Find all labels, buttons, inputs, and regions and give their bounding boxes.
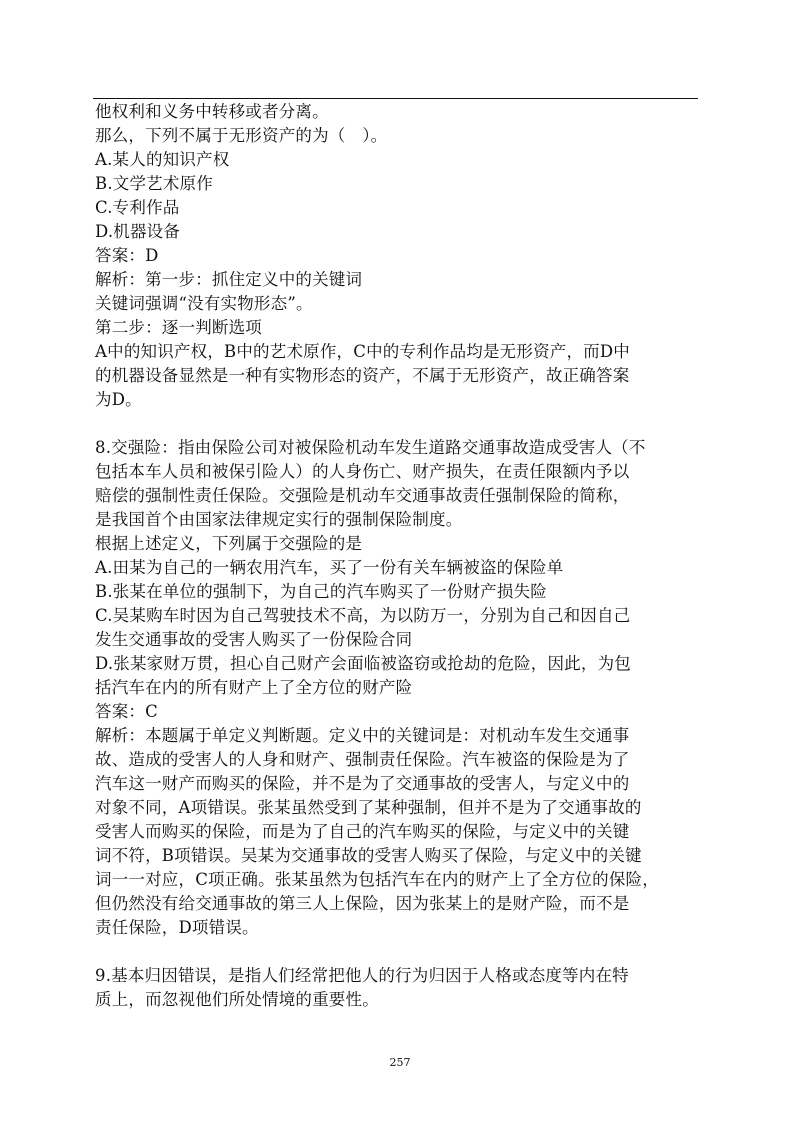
text-line: C.专利作品 <box>95 198 180 217</box>
text-line: 答案：C <box>95 702 158 721</box>
text-line: D.张某家财万贯，担心自己财产会面临被盗窃或抢劫的危险，因此，为包 <box>95 654 631 673</box>
text-line: 责任保险，D项错误。 <box>95 918 259 937</box>
text-line: 他权利和义务中转移或者分离。 <box>95 102 329 121</box>
text-line: C.吴某购车时因为自己驾驶技术不高，为以防万一，分别为自己和因自己 <box>95 606 631 625</box>
text-line: 答案：D <box>95 246 159 265</box>
text-line: 9.基本归因错误，是指人们经常把他人的行为归因于人格或态度等内在特 <box>95 966 629 985</box>
text-line: 但仍然没有给交通事故的第三人上保险，因为张某上的是财产险，而不是 <box>95 894 630 913</box>
text-line: 受害人而购买的保险，而是为了自己的汽车购买的保险，与定义中的关键 <box>95 822 630 841</box>
page-number: 257 <box>389 1056 411 1069</box>
text-line: 质上，而忽视他们所处情境的重要性。 <box>95 990 379 1009</box>
header-rule <box>93 98 698 99</box>
text-line: B.张某在单位的强制下，为自己的汽车购买了一份财产损失险 <box>95 582 547 601</box>
text-line: B.文学艺术原作 <box>95 174 213 193</box>
text-line: 括汽车在内的所有财产上了全方位的财产险 <box>95 678 413 697</box>
text-line: 词一一对应，C项正确。张某虽然为包括汽车在内的财产上了全方位的保险， <box>95 870 659 889</box>
text-line: 汽车这一财产而购买的保险，并不是为了交通事故的受害人，与定义中的 <box>95 774 630 793</box>
text-line: 发生交通事故的受害人购买了一份保险合同 <box>95 630 413 649</box>
text-line: A.某人的知识产权 <box>95 150 230 169</box>
text-line: 根据上述定义，下列属于交强险的是 <box>95 534 363 553</box>
text-line: 故、造成的受害人的人身和财产、强制责任保险。汽车被盗的保险是为了 <box>95 750 630 769</box>
text-line: 关键词强调“没有实物形态”。 <box>95 294 313 313</box>
text-line: 赔偿的强制性责任保险。交强险是机动车交通事故责任强制保险的简称， <box>95 486 630 505</box>
text-line: 的机器设备显然是一种有实物形态的资产，不属于无形资产，故正确答案 <box>95 366 630 385</box>
text-line: 是我国首个由国家法律规定实行的强制保险制度。 <box>95 510 463 529</box>
text-line: D.机器设备 <box>95 222 181 241</box>
text-line: A.田某为自己的一辆农用汽车，买了一份有关车辆被盗的保险单 <box>95 558 564 577</box>
text-line: 对象不同，A项错误。张某虽然受到了某种强制，但并不是为了交通事故的 <box>95 798 642 817</box>
text-line: 解析：第一步：抓住定义中的关键词 <box>95 270 363 289</box>
text-line: 词不符，B项错误。吴某为交通事故的受害人购买了保险，与定义中的关键 <box>95 846 642 865</box>
text-line: 第二步：逐一判断选项 <box>95 318 262 337</box>
text-line: A中的知识产权，B中的艺术原作，C中的专利作品均是无形资产，而D中 <box>95 342 630 361</box>
text-line: 为D。 <box>95 390 142 409</box>
text-line: 那么，下列不属于无形资产的为（ ）。 <box>95 126 388 145</box>
text-line: 8.交强险：指由保险公司对被保险机动车发生道路交通事故造成受害人（不 <box>95 438 646 457</box>
text-line: 解析：本题属于单定义判断题。定义中的关键词是：对机动车发生交通事 <box>95 726 630 745</box>
text-line: 包括本车人员和被保引险人）的人身伤亡、财产损失，在责任限额内予以 <box>95 462 630 481</box>
